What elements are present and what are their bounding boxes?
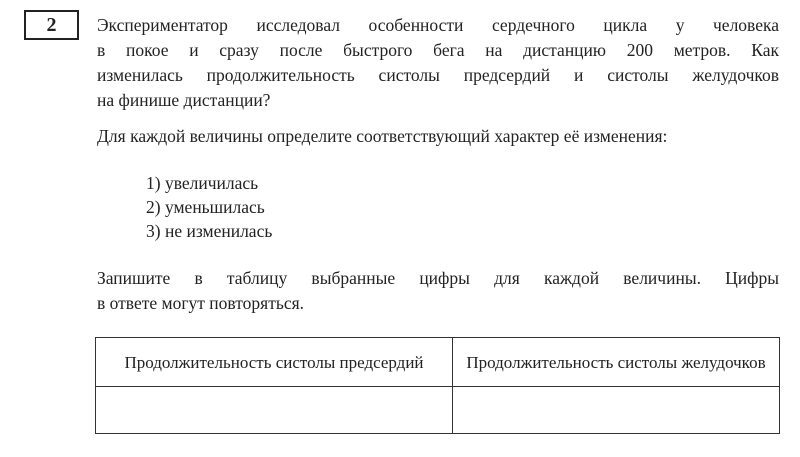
header-ventricular-systole: Продолжительность систолы желудочков xyxy=(453,338,780,387)
option-item: 1) увеличилась xyxy=(146,173,259,193)
question-line: изменилась продолжительность систолы предсердий и систолы желудочков xyxy=(97,65,779,85)
answer-table xyxy=(95,337,780,434)
header-atrial-systole: Продолжительность систолы предсердий xyxy=(96,338,453,387)
option-item: 2) уменьшилась xyxy=(146,197,265,217)
options-list xyxy=(146,171,272,243)
question-text xyxy=(97,13,779,113)
option-item: 3) не изменилась xyxy=(146,221,273,241)
instruction-text: Для каждой величины определите соответствующий характер её изменения: xyxy=(97,126,668,146)
answer-cell-atrial[interactable] xyxy=(96,387,453,434)
question-line: Экспериментатор исследовал особенности сердечного цикла у человека xyxy=(97,15,779,35)
answer-note-line: в ответе могут повторяться. xyxy=(97,293,305,313)
table-answer-row xyxy=(96,387,780,434)
table-header-row xyxy=(96,338,780,387)
answer-note-line: Запишите в таблицу выбранные цифры для каждой величины. Цифры xyxy=(97,268,779,288)
task-number-box xyxy=(24,10,79,40)
question-line: на финише дистанции? xyxy=(97,90,271,110)
answer-note xyxy=(97,266,779,316)
question-line: в покое и сразу после быстрого бега на дистанцию 200 метров. Как xyxy=(97,40,779,60)
task-number: 2 xyxy=(46,13,57,36)
answer-cell-ventricular[interactable] xyxy=(453,387,780,434)
